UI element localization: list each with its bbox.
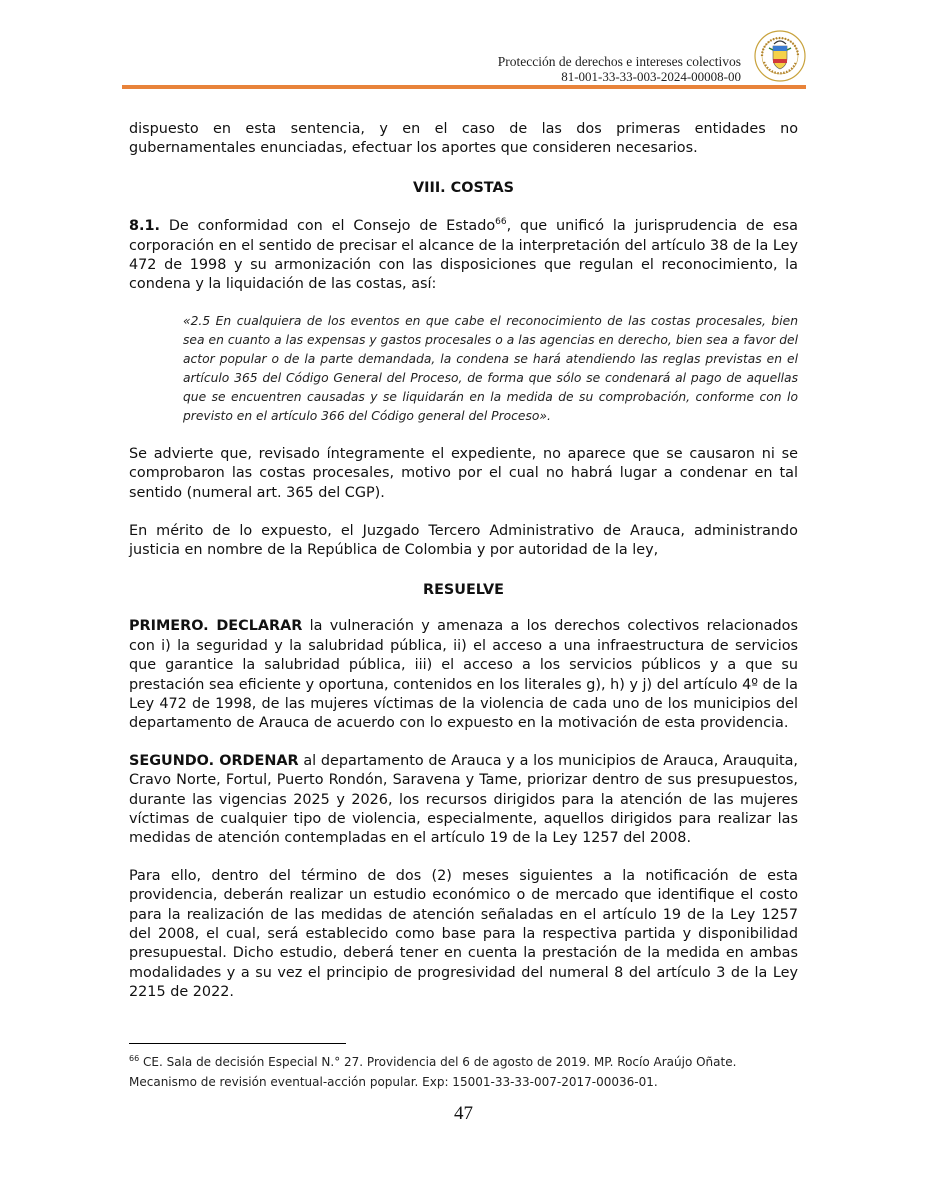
footnote-text: CE. Sala de decisión Especial N.° 27. Providencia del 6 de agosto de 2019. MP. Rocío Araújo Oñate. Mecanismo de revisión eventual-acción popular. Exp: 15001-33-33-007-2017-00036-01. bbox=[129, 1055, 737, 1089]
section-heading-resuelve: RESUELVE bbox=[423, 581, 504, 598]
document-body bbox=[129, 120, 798, 1003]
judicial-seal-icon bbox=[754, 30, 806, 82]
paragraph-intro: dispuesto en esta sentencia, y en el caso de las dos primeras entidades no gubernamentales enunciadas, efectuar los aportes que consideren necesarios. bbox=[129, 121, 798, 157]
case-number: 81-001-33-33-003-2024-00008-00 bbox=[561, 69, 741, 84]
page-header bbox=[498, 54, 741, 84]
footnote-ref: 66 bbox=[495, 217, 507, 228]
segundo-text: al departamento de Arauca y a los municipios de Arauca, Arauquita, Cravo Norte, Fortul, Puerto Rondón, Saravena y Tame, priorizar dentro de sus presupuestos, durante las vigencias 2025 y 2026, los recursos dirigidos para la atención de las mujeres víctimas de cualquier tipo de violencia, especialmente, aquellos dirigidos para realizar las medidas de atención contempladas en el artículo 19 de la Ley 1257 del 2008. bbox=[129, 752, 799, 847]
footnote bbox=[129, 1052, 794, 1092]
footnote-number: 66 bbox=[129, 1054, 140, 1063]
paragraph-merito: En mérito de lo expuesto, el Juzgado Tercero Administrativo de Arauca, administrando justicia en nombre de la República de Colombia y por autoridad de la ley, bbox=[129, 523, 798, 559]
section-heading-costas: VIII. COSTAS bbox=[412, 179, 515, 196]
footnote-divider bbox=[129, 1043, 346, 1044]
primero-text: la vulneración y amenaza a los derechos colectivos relacionados con i) la seguridad y la salubridad pública, ii) el acceso a una infraestructura de servicios que garantice la salubridad pública, iii) el acceso a los servicios públicos y a que su prestación sea eficiente y oportuna, contenidos en los literales g), h) y j) del artículo 4º de la Ley 472 de 1998, de las mujeres víctimas de la violencia de cada uno de los municipios del departamento de Arauca de acuerdo con lo expuesto en la motivación de esta providencia. bbox=[129, 618, 798, 732]
paragraph-number: 8.1. bbox=[129, 218, 160, 235]
paragraph-8-1-text-b: , que unificó la jurisprudencia de esa corporación en el sentido de precisar el alcance de la interpretación del artículo 38 de la Ley 472 de 1998 y su armonización con las disposiciones que regulan el reconocimiento, la condena y la liquidación de las costas, así: bbox=[129, 218, 798, 293]
paragraph-primero bbox=[129, 617, 798, 733]
paragraph-8-1 bbox=[129, 217, 798, 295]
primero-label: PRIMERO. DECLARAR bbox=[129, 618, 303, 635]
paragraph-segundo bbox=[129, 752, 798, 849]
paragraph-advierte: Se advierte que, revisado íntegramente el expediente, no aparece que se causaron ni se comprobaron las costas procesales, motivo por el cual no habrá lugar a condenar en tal sentido (numeral art. 365 del CGP). bbox=[129, 445, 798, 501]
header-title: Protección de derechos e intereses colectivos bbox=[497, 54, 741, 69]
page-number: 47 bbox=[454, 1103, 473, 1124]
paragraph-8-1-text-a: De conformidad con el Consejo de Estado bbox=[159, 218, 496, 235]
paragraph-para-ello: Para ello, dentro del término de dos (2) meses siguientes a la notificación de esta providencia, deberán realizar un estudio económico o de mercado que identifique el costo para la realización de las medidas de atención señaladas en el artículo 19 de la Ley 1257 del 2008, el cual, será establecido como base para la respectiva partida y disponibilidad presupuestal. Dicho estudio, deberá tener en cuenta la prestación de la medida en ambas modalidades y a su vez el principio de progresividad del numeral 8 del artículo 3 de la Ley 2215 de 2022. bbox=[129, 867, 798, 1001]
segundo-label: SEGUNDO. ORDENAR bbox=[129, 752, 299, 769]
header-rule bbox=[122, 85, 806, 89]
block-quote: «2.5 En cualquiera de los eventos en que cabe el reconocimiento de las costas procesales, bien sea en cuanto a las expensas y gastos procesales o a las agencias en derecho, bien sea a favor del actor popular o de la parte demandada, la condena se hará atendiendo las reglas previstas en el artículo 365 del Código General del Proceso, de forma que sólo se condenará al pago de aquellas que se encuentren causadas y se liquidarán en la medida de su comprobación, conforme con lo previsto en el artículo 366 del Código general del Proceso». bbox=[183, 313, 798, 423]
